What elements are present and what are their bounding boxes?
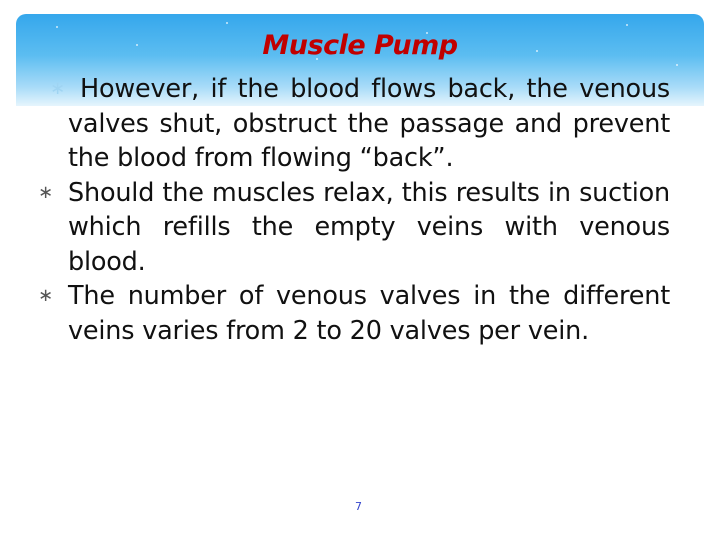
- bullet-text: The number of venous valves in the different veins varies from 2 to 20 valves per vein.: [68, 281, 670, 346]
- bullet-list: [18, 72, 670, 348]
- bullet-marker-icon: ∗: [38, 285, 53, 306]
- page-number: 7: [355, 500, 362, 513]
- bullet-marker-icon: ∗: [50, 78, 65, 99]
- bullet-text: However, if the blood flows back, the venous valves shut, obstruct the passage and prevent the blood from flowing “back”.: [68, 74, 670, 173]
- bullet-text: Should the muscles relax, this results in suction which refills the empty veins with venous blood.: [68, 177, 670, 277]
- bullet-marker-icon: ∗: [38, 181, 53, 203]
- bullet-item: [18, 72, 670, 176]
- bullet-item: [18, 279, 670, 348]
- bullet-item: [18, 176, 670, 280]
- slide-title: Muscle Pump: [262, 30, 458, 61]
